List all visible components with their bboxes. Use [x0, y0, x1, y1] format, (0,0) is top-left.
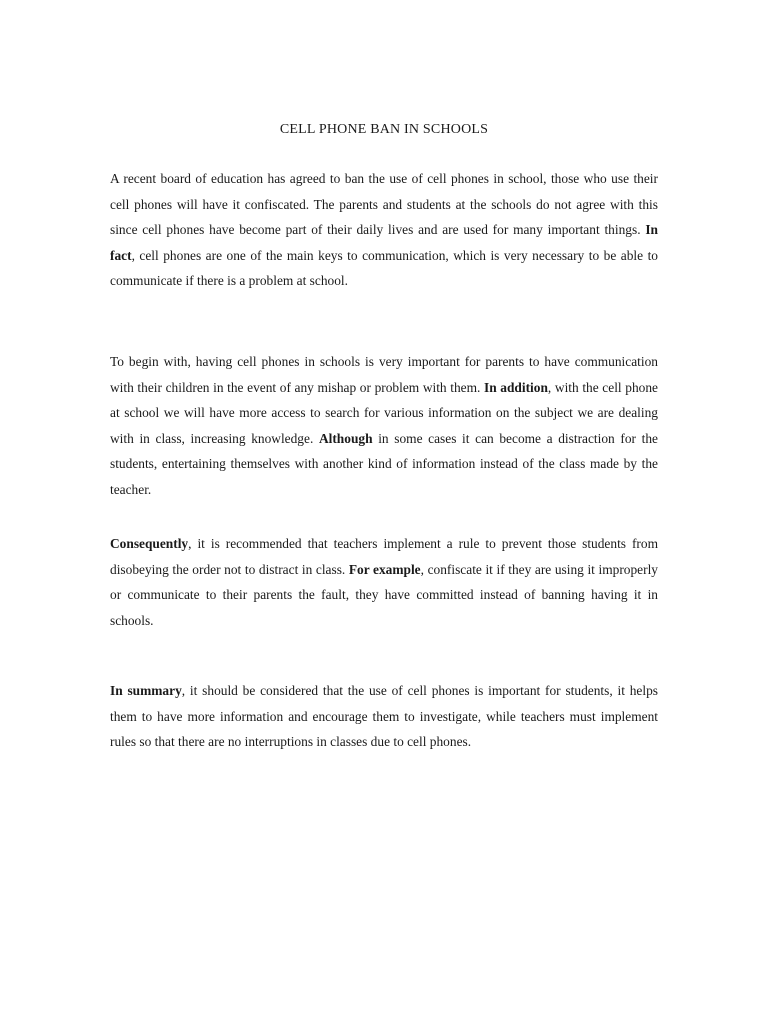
paragraph-text: , it should be considered that the use of cell phones is important for students, it helps them to have more information and encourage them to investigate, while teachers must implement rules so that there are no interruptions in classes due to cell phones.	[110, 683, 658, 750]
paragraph-conclusion	[110, 678, 658, 755]
paragraph-text: , cell phones are one of the main keys to communication, which is very necessary to be able to communicate if there is a problem at school.	[110, 247, 658, 289]
document-title: CELL PHONE BAN IN SCHOOLS	[279, 122, 489, 137]
transition-phrase: In addition	[484, 379, 548, 395]
paragraph-text: A recent board of education has agreed to ban the use of cell phones in school, those who use their cell phones will have it confiscated. The parents and students at the schools do not agree with this since cell phones have become part of their daily lives and are used for many important things.	[110, 171, 658, 238]
paragraph-text: in some cases it can become a distraction for the students, entertaining themselves with another kind of information instead of the class made by the teacher.	[110, 430, 659, 497]
paragraph-text: To begin with, having cell phones in schools is very important for parents to have communication with their children in the event of any mishap or problem with them.	[110, 354, 658, 395]
paragraph-text: , with the cell phone at school we will have more access to search for various information on the subject we are dealing with in class, increasing knowledge.	[110, 379, 658, 446]
paragraph-introduction	[110, 166, 658, 294]
transition-phrase: In fact	[110, 222, 658, 263]
paragraph-text: , confiscate it if they are using it improperly or communicate to their parents the fault, they have committed instead of banning having it in schools.	[110, 561, 658, 628]
paragraph-body-1	[110, 349, 658, 503]
transition-phrase: Although	[318, 430, 373, 446]
paragraph-text: , it is recommended that teachers implement a rule to prevent those students from disobeying the order not to distract in class.	[110, 536, 658, 577]
transition-phrase: In summary	[110, 683, 182, 698]
transition-phrase: For example	[348, 561, 421, 577]
paragraph-body-2	[110, 531, 658, 633]
transition-phrase: Consequently	[110, 536, 189, 551]
